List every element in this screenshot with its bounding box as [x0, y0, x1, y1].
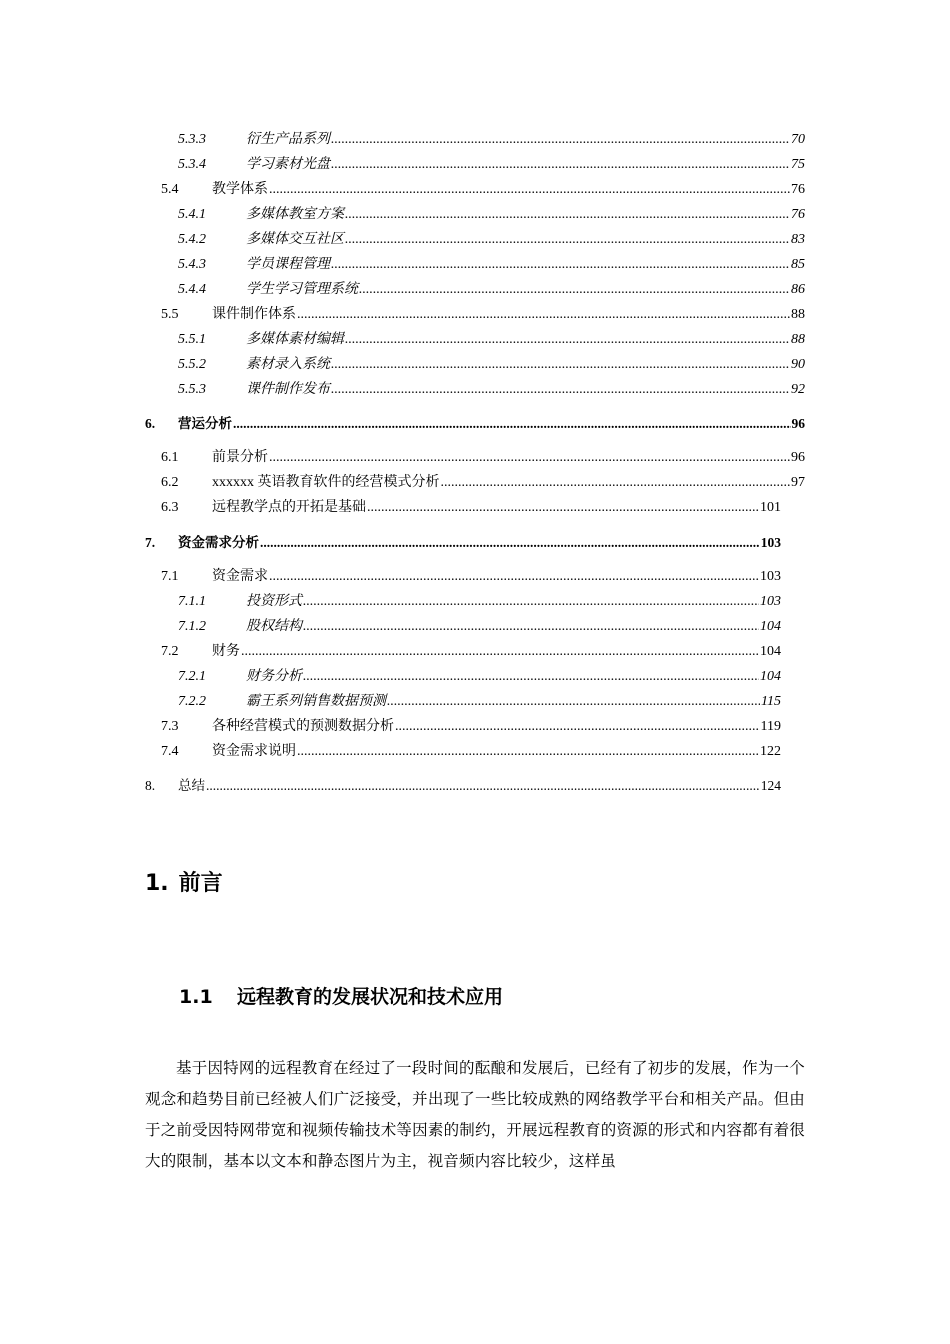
- toc-entry[interactable]: 7. 资金需求分析 ..... 103: [145, 531, 781, 551]
- toc-entry[interactable]: 7.2.2 霸王系列销售数据预测 ..... 115: [178, 690, 781, 710]
- dot-leader: [345, 207, 790, 223]
- dot-leader: [345, 232, 790, 248]
- dot-leader: [269, 450, 790, 466]
- toc-entry[interactable]: 6. 营运分析 ..... 96: [145, 412, 805, 432]
- toc-entry[interactable]: 7.4 资金需求说明 ..... 122: [161, 740, 781, 760]
- dot-leader: [303, 669, 759, 685]
- toc-entry[interactable]: 7.3 各种经营模式的预测数据分析 ..... 119: [161, 715, 781, 735]
- toc-entry[interactable]: 7.1.2 股权结构 ..... 104: [178, 615, 781, 635]
- dot-leader: [297, 744, 759, 760]
- toc-entry[interactable]: 5.3.4 学习素材光盘 ..... 75: [178, 153, 805, 173]
- dot-leader: [303, 619, 759, 635]
- toc-entry[interactable]: 5.4.4 学生学习管理系统 ..... 86: [178, 278, 805, 298]
- dot-leader: [206, 778, 760, 794]
- toc-entry[interactable]: 7.2 财务 ..... 104: [161, 640, 781, 660]
- toc-entry[interactable]: 5.4.3 学员课程管理 ..... 85: [178, 253, 805, 273]
- toc-entry[interactable]: 5.5 课件制作体系 ..... 88: [161, 303, 805, 323]
- toc-entry[interactable]: 5.4 教学体系 ..... 76: [161, 178, 805, 198]
- body-paragraph: 基于因特网的远程教育在经过了一段时间的酝酿和发展后，已经有了初步的发展，作为一个观念和趋势目前已经被人们广泛接受，并出现了一些比较成熟的网络教学平台和相关产品。但由于之前受因特网带宽和视频传输技术等因素的制约，开展远程教育的资源的形式和内容都有着很大的限制，基本以文本和静态图片为主，视音频内容比较少，这样虽: [145, 1060, 805, 1170]
- dot-leader: [303, 594, 759, 610]
- toc-entry[interactable]: 7.1.1 投资形式 ..... 103: [178, 590, 781, 610]
- toc-entry[interactable]: 5.4.2 多媒体交互社区 ..... 83: [178, 228, 805, 248]
- toc-entry[interactable]: 7.1 资金需求 ..... 103: [161, 565, 781, 585]
- dot-leader: [331, 382, 790, 398]
- dot-leader: [233, 416, 791, 432]
- dot-leader: [269, 569, 759, 585]
- dot-leader: [331, 157, 790, 173]
- dot-leader: [331, 257, 790, 273]
- chapter-heading: 1. 前言: [145, 871, 223, 896]
- toc-entry[interactable]: 6.2 xxxxxx 英语教育软件的经营模式分析 ..... 97: [161, 471, 805, 491]
- dot-leader: [359, 282, 790, 298]
- dot-leader: [260, 535, 760, 551]
- dot-leader: [345, 332, 790, 348]
- dot-leader: [269, 182, 790, 198]
- toc-entry[interactable]: 7.2.1 财务分析 ..... 104: [178, 665, 781, 685]
- section-heading: 1.1 远程教育的发展状况和技术应用: [179, 986, 504, 1008]
- dot-leader: [395, 719, 760, 735]
- toc-entry[interactable]: 5.5.3 课件制作发布 ..... 92: [178, 378, 805, 398]
- dot-leader: [241, 644, 759, 660]
- dot-leader: [387, 694, 760, 710]
- toc-entry[interactable]: 5.4.1 多媒体教室方案 ..... 76: [178, 203, 805, 223]
- toc-entry[interactable]: 5.3.3 衍生产品系列 ..... 70: [178, 128, 805, 148]
- dot-leader: [331, 132, 790, 148]
- toc-entry[interactable]: 6.3 远程教学点的开拓是基础 ..... 101: [161, 496, 781, 516]
- dot-leader: [441, 475, 791, 491]
- toc-entry[interactable]: 5.5.2 素材录入系统 ..... 90: [178, 353, 805, 373]
- toc-entry[interactable]: 8. 总结 ..... 124: [145, 774, 781, 794]
- dot-leader: [331, 357, 790, 373]
- toc-entry[interactable]: 5.5.1 多媒体素材编辑 ..... 88: [178, 328, 805, 348]
- dot-leader: [297, 307, 790, 323]
- toc-entry[interactable]: 6.1 前景分析 ..... 96: [161, 446, 805, 466]
- dot-leader: [367, 500, 759, 516]
